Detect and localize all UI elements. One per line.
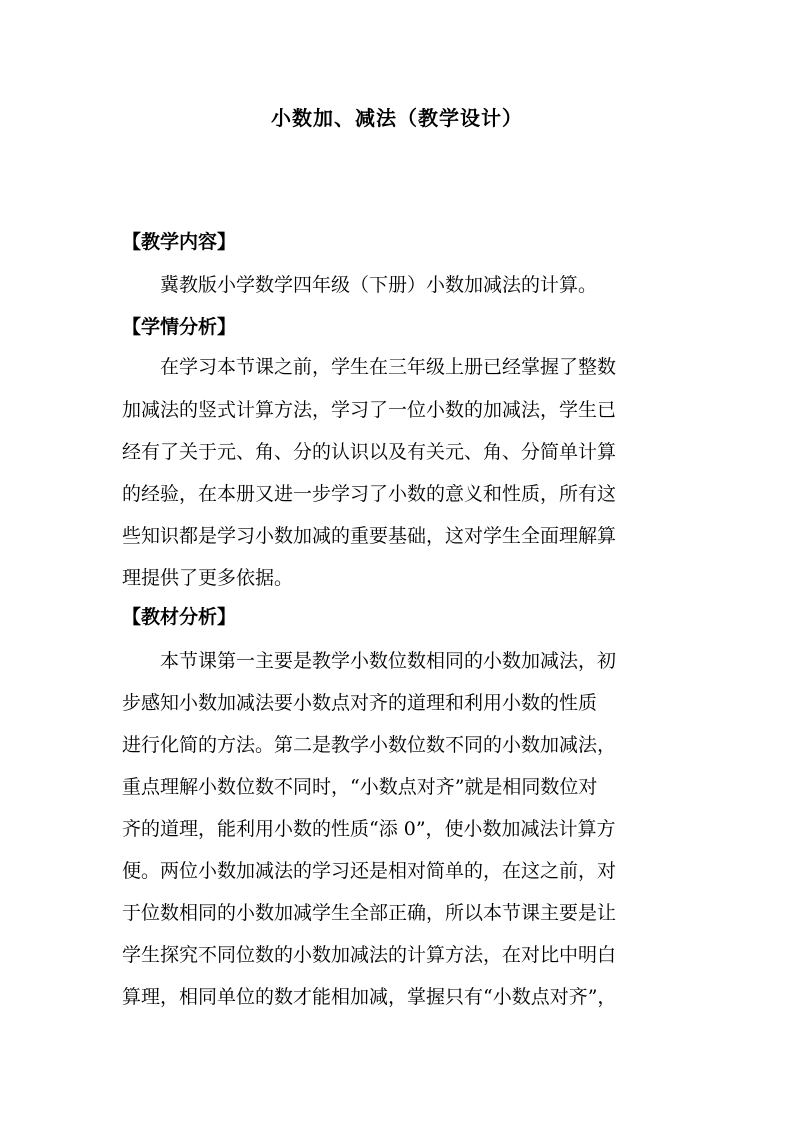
paragraph-line: 便。两位小数加减法的学习还是相对简单的，在这之前，对 (122, 860, 617, 882)
paragraph-line: 于位数相同的小数加减学生全部正确，所以本节课主要是让 (122, 902, 617, 924)
paragraph-line: 本节课第一主要是教学小数位数相同的小数加减法，初 (160, 650, 617, 672)
paragraph-line: 的经验，在本册又进一步学习了小数的意义和性质，所有这 (122, 483, 617, 505)
paragraph-line: 进行化简的方法。第二是教学小数位数不同的小数加减法， (122, 734, 617, 756)
paragraph-line: 些知识都是学习小数加减的重要基础，这对学生全面理解算 (122, 525, 617, 547)
paragraph-line: 齐的道理，能利用小数的性质“添 0”，使小数加减法计算方 (122, 818, 616, 840)
paragraph-line: 重点理解小数位数不同时，“小数点对齐”就是相同数位对 (122, 776, 598, 798)
paragraph-line: 算理，相同单位的数才能相加减，掌握只有“小数点对齐”， (122, 986, 617, 1008)
paragraph-line: 在学习本节课之前，学生在三年级上册已经掌握了整数 (160, 356, 617, 378)
paragraph-line: 冀教版小学数学四年级（下册）小数加减法的计算。 (160, 274, 598, 296)
paragraph-line: 理提供了更多依据。 (122, 567, 294, 589)
paragraph-line: 经有了关于元、角、分的认识以及有关元、角、分简单计算 (122, 441, 617, 463)
paragraph-line: 学生探究不同位数的小数加减法的计算方法，在对比中明白 (122, 944, 617, 966)
section-heading-learning-analysis: 【学情分析】 (122, 316, 237, 338)
paragraph-line: 步感知小数加减法要小数点对齐的道理和利用小数的性质 (122, 692, 598, 714)
document-title: 小数加、减法（教学设计） (271, 106, 523, 130)
paragraph-line: 加减法的竖式计算方法，学习了一位小数的加减法，学生已 (122, 399, 617, 421)
section-heading-teaching-content: 【教学内容】 (122, 231, 237, 253)
section-heading-material-analysis: 【教材分析】 (122, 606, 237, 628)
